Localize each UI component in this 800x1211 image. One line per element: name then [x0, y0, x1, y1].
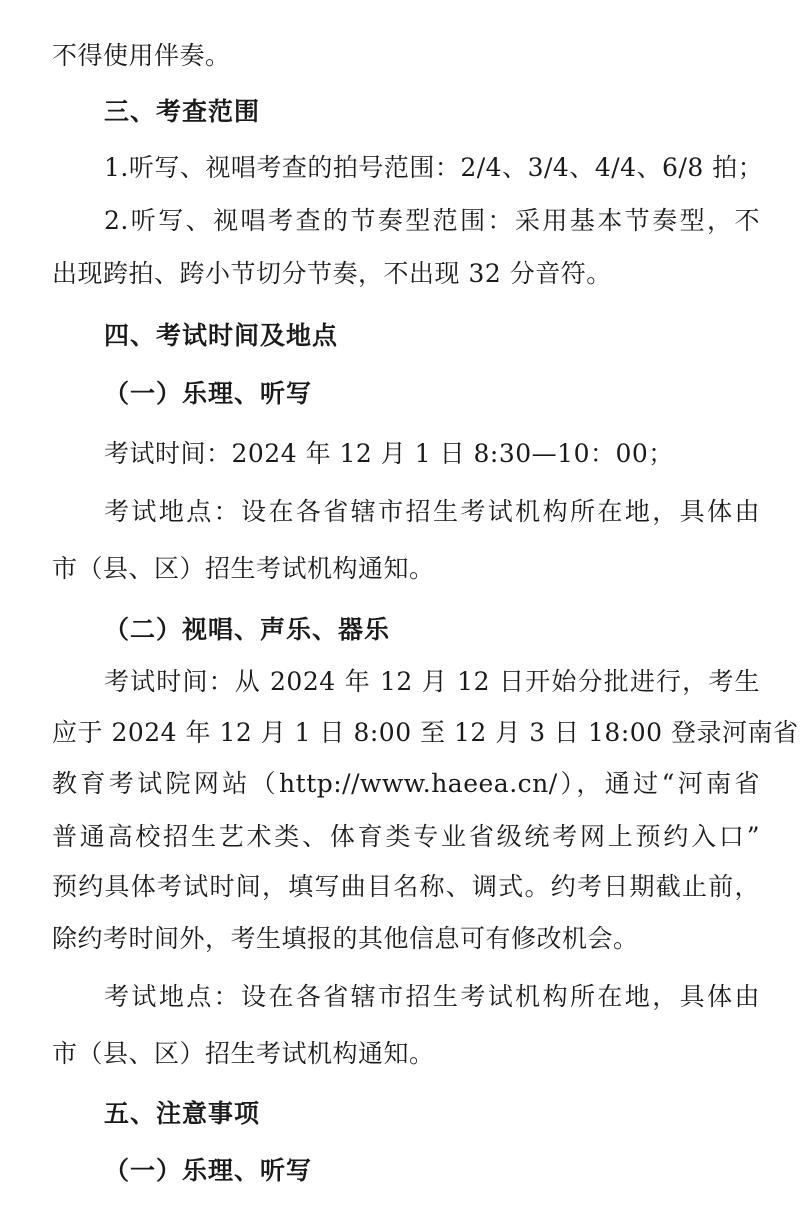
text-line-exam-website: 教育考试院网站（http://www.haeea.cn/），通过“河南省 — [52, 769, 760, 798]
text-line-performance-exam-time: 考试时间：从 2024 年 12 月 12 日开始分批进行，考生 — [104, 667, 760, 696]
section-heading-notes: 五、注意事项 — [104, 1099, 261, 1128]
text-line-rhythm-range: 2.听写、视唱考查的节奏型范围：采用基本节奏型，不 — [104, 206, 760, 235]
text-line-rhythm-range-cont: 出现跨拍、跨小节切分节奏，不出现 32 分音符。 — [52, 259, 612, 288]
text-line-modification-chance: 除约考时间外，考生填报的其他信息可有修改机会。 — [52, 924, 639, 953]
section-heading-exam-scope: 三、考查范围 — [104, 97, 261, 126]
text-line-fill-repertoire: 预约具体考试时间，填写曲目名称、调式。约考日期截止前， — [52, 872, 760, 901]
text-line-performance-exam-location-cont: 市（县、区）招生考试机构通知。 — [52, 1039, 435, 1068]
text-line-time-signature-range: 1.听写、视唱考查的拍号范围：2/4、3/4、4/4、6/8 拍； — [104, 153, 764, 182]
text-line-performance-exam-location: 考试地点：设在各省辖市招生考试机构所在地，具体由 — [104, 982, 760, 1011]
text-line-no-accompaniment: 不得使用伴奏。 — [52, 41, 231, 70]
text-line-reservation-portal: 普通高校招生艺术类、体育类专业省级统考网上预约入口” — [52, 822, 760, 851]
text-line-theory-exam-time: 考试时间：2024 年 12 月 1 日 8:30—10：00； — [104, 439, 674, 468]
text-line-theory-exam-location: 考试地点：设在各省辖市招生考试机构所在地，具体由 — [104, 497, 760, 526]
text-line-theory-exam-location-cont: 市（县、区）招生考试机构通知。 — [52, 554, 435, 583]
subheading-notes-theory-dictation: （一）乐理、听写 — [104, 1156, 313, 1185]
section-heading-exam-time-location: 四、考试时间及地点 — [104, 321, 339, 350]
text-line-registration-period: 应于 2024 年 12 月 1 日 8:00 至 12 月 3 日 18:00 登录河南省 — [52, 718, 799, 747]
subheading-theory-dictation: （一）乐理、听写 — [104, 379, 313, 408]
subheading-sight-singing-vocal-instrumental: （二）视唱、声乐、器乐 — [104, 615, 391, 644]
